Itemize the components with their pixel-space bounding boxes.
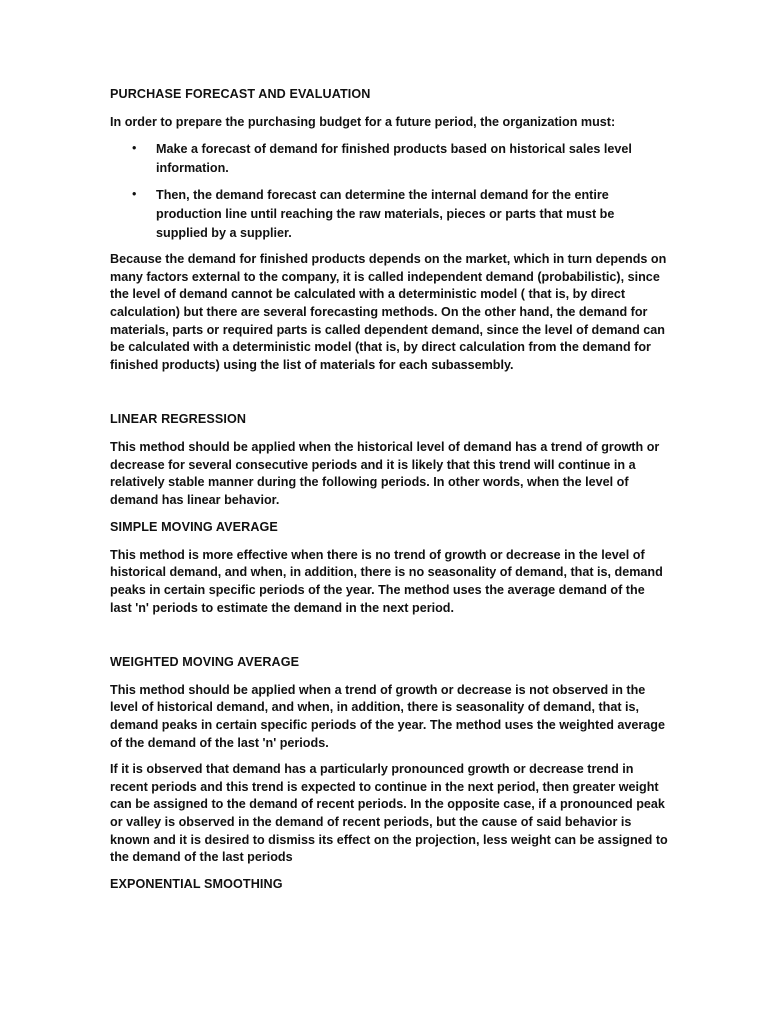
bullet-icon: • [132,187,137,202]
simple-moving-average-heading: SIMPLE MOVING AVERAGE [110,520,278,535]
linear-regression-body: This method should be applied when the historical level of demand has a trend of growth or decrease for several consecutive periods and it is likely that this trend will continue in a relatively stable manner during the following periods. In other words, when the level of demand has linear behavior. [110,439,660,507]
weighted-moving-average-body: This method should be applied when a trend of growth or decrease is not observed in the level of historical demand, and when, in addition, there is seasonality of demand, that is, demand peaks in certain specific periods of the year. The method uses the weighted average of the demand of the last 'n' periods. [110,682,665,750]
simple-moving-average-body: This method is more effective when there is no trend of growth or decrease in the level of historical demand, and when, in addition, there is no seasonality of demand, that is, demand peaks in certain specific periods of the year. The method uses the average demand of the last 'n' periods to estimate the demand in the next period. [110,547,663,615]
linear-regression-heading: LINEAR REGRESSION [110,412,247,427]
bullet-text: Make a forecast of demand for finished products based on historical sales level information. [156,142,632,175]
bullet-text: Then, the demand forecast can determine the internal demand for the entire production line until reaching the raw materials, pieces or parts that must be supplied by a supplier. [156,188,615,240]
intro-paragraph: In order to prepare the purchasing budget for a future period, the organization must: [110,114,616,129]
bullet-item-forecast [110,140,668,177]
bullet-item-internal-demand [110,186,668,242]
document-title: PURCHASE FORECAST AND EVALUATION [110,87,371,101]
weighted-moving-average-body-2: If it is observed that demand has a particularly pronounced growth or decrease trend in recent periods and this trend is expected to continue in the next period, then greater weight can be assigned to the demand of recent periods. In the opposite case, if a pronounced peak or valley is observed in the demand of recent periods, but the cause of said behavior is known and it is desired to dismiss its effect on the projection, less weight can be assigned to the demand of the last periods [110,762,668,865]
exponential-smoothing-heading: EXPONENTIAL SMOOTHING [110,876,283,891]
bullet-icon: • [132,141,137,156]
weighted-moving-average-heading: WEIGHTED MOVING AVERAGE [110,655,300,670]
demand-paragraph: Because the demand for finished products depends on the market, which in turn depends on many factors external to the company, it is called independent demand (probabilistic), since the level of demand cannot be calculated with a deterministic model ( that is, by direct calculation) but there are several forecasting methods. On the other hand, the demand for materials, parts or required parts is called dependent demand, since the level of demand can be calculated with a deterministic model (that is, by direct calculation from the demand for finished products) using the list of materials for each subassembly. [110,252,667,372]
forecast-bullet-list [110,140,668,242]
